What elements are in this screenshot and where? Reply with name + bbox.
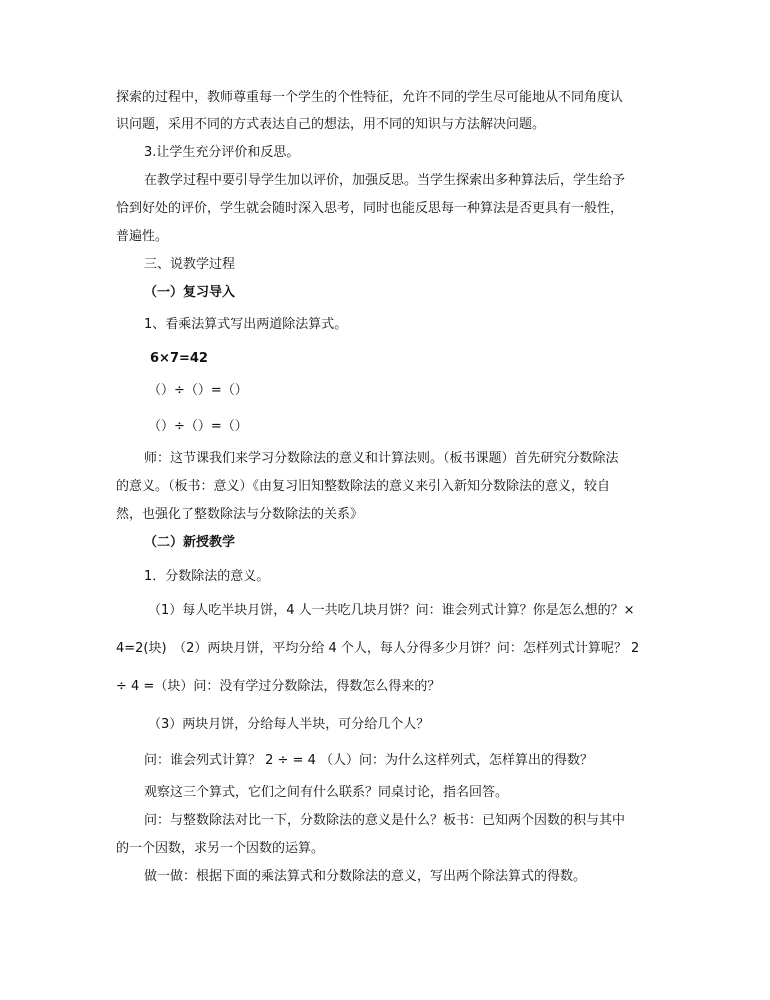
subsection-heading: （二）新授教学 bbox=[144, 535, 236, 550]
paragraph-line: 探索的过程中，教师尊重每一个学生的个性特征，允许不同的学生尽可能地从不同角度认 bbox=[116, 90, 624, 105]
paragraph-line: 1．分数除法的意义。 bbox=[144, 569, 270, 584]
paragraph-line: 恰到好处的评价，学生就会随时深入思考，同时也能反思每一种算法是否更具有一般性， bbox=[116, 201, 624, 216]
paragraph-line: 做一做：根据下面的乘法算式和分数除法的意义，写出两个除法算式的得数。 bbox=[144, 869, 587, 884]
paragraph-line: （1）每人吃半块月饼，4 人一共吃几块月饼？问：谁会列式计算？你是怎么想的？× bbox=[148, 603, 635, 618]
paragraph-line: 问：与整数除法对比一下，分数除法的意义是什么？板书：已知两个因数的积与其中 bbox=[144, 813, 626, 828]
paragraph-line: ÷ 4 =（块）问：没有学过分数除法，得数怎么得来的？ bbox=[116, 679, 441, 694]
paragraph-line: 师：这节课我们来学习分数除法的意义和计算法则。（板书课题）首先研究分数除法 bbox=[144, 451, 619, 466]
paragraph-line: 然，也强化了整数除法与分数除法的关系》 bbox=[116, 507, 364, 522]
equation-blank: （）÷（）=（） bbox=[148, 383, 248, 398]
paragraph-line: 问：谁会列式计算？ 2 ÷ = 4 （人）问：为什么这样列式，怎样算出的得数？ bbox=[144, 753, 593, 768]
paragraph-line: 普遍性。 bbox=[116, 229, 169, 244]
section-heading: 三、说教学过程 bbox=[144, 257, 236, 272]
paragraph-line: （3）两块月饼，分给每人半块，可分给几个人？ bbox=[148, 717, 430, 732]
paragraph-line: 4=2(块) （2）两块月饼，平均分给 4 个人，每人分得多少月饼？问：怎样列式计算呢？ 2 bbox=[116, 641, 640, 656]
paragraph-line: 的意义。（板书：意义）《由复习旧知整数除法的意义来引入新知分数除法的意义，较自 bbox=[116, 479, 611, 494]
paragraph-line: 识问题，采用不同的方式表达自己的想法，用不同的知识与方法解决问题。 bbox=[116, 117, 546, 132]
equation-blank: （）÷（）=（） bbox=[148, 419, 248, 434]
equation: 6×7=42 bbox=[150, 351, 208, 366]
section-heading: 3.让学生充分评价和反思。 bbox=[144, 145, 300, 160]
paragraph-line: 1、看乘法算式写出两道除法算式。 bbox=[144, 317, 348, 332]
paragraph-line: 在教学过程中要引导学生加以评价，加强反思。当学生探索出多种算法后，学生给予 bbox=[144, 173, 626, 188]
subsection-heading: （一）复习导入 bbox=[144, 285, 236, 300]
paragraph-line: 观察这三个算式，它们之间有什么联系？同桌讨论，指名回答。 bbox=[144, 785, 509, 800]
paragraph-line: 的一个因数，求另一个因数的运算。 bbox=[116, 841, 325, 856]
